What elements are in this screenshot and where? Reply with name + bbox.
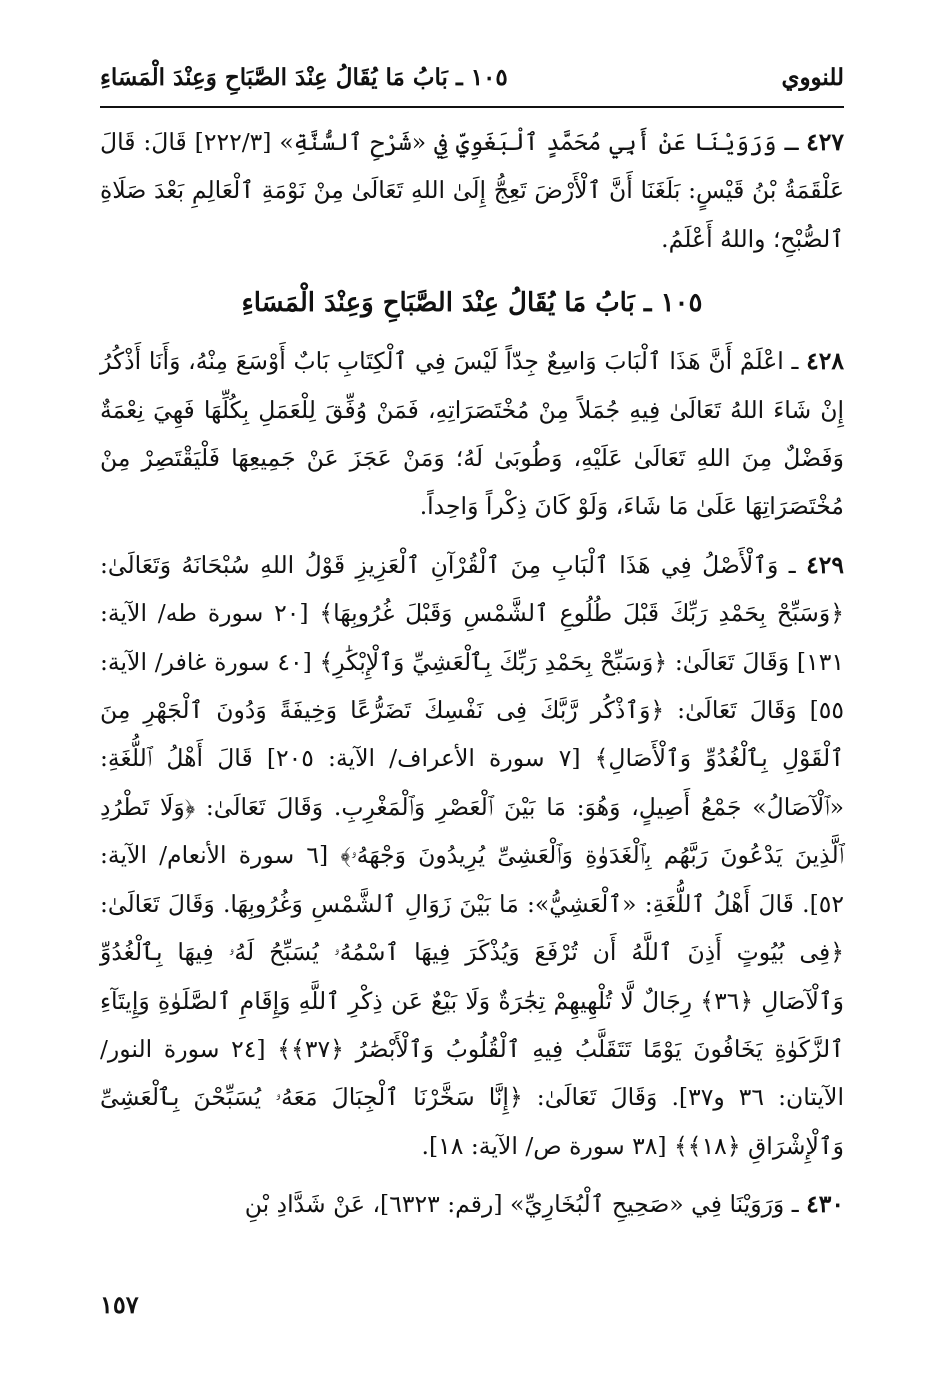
paragraph-428 <box>100 337 844 531</box>
paragraph-text: ـ وَٱلْأَصْلُ فِي هَذَا ٱلْبَابِ مِنَ ٱلْقُرْآنِ ٱلْعَزِيزِ قَوْلُ اللهِ سُبْحَانَهُ وَتَعَالَىٰ: ﴿وَسَبِّحْ بِحَمْدِ رَبِّكَ قَبْلَ طُلُوعِ ٱلشَّمْسِ وَقَبْلَ غُرُوبِهَا﴾ [٢٠ سورة طه/ الآية: ١٣١] وَقَالَ تَعَالَىٰ: ﴿وَسَبِّحْ بِحَمْدِ رَبِّكَ بِٱلْعَشِيِّ وَٱلْإِبْكَٰرِ﴾ [٤٠ سورة غافر/ الآية: ٥٥] وَقَالَ تَعَالَىٰ: ﴿وَٱذْكُر رَّبَّكَ فِى نَفْسِكَ تَضَرُّعًا وَخِيفَةً وَدُونَ ٱلْجَهْرِ مِنَ ٱلْقَوْلِ بِٱلْغُدُوِّ وَٱلْأَصَالِ﴾ [٧ سورة الأعراف/ الآية: ٢٠٥] قَالَ أَهْلُ ٱللُّغَةِ: «ٱلْآصَالُ» جَمْعُ أَصِيلٍ، وَهُوَ: مَا بَيْنَ ٱلْعَصْرِ وَٱلْمَغْرِبِ. وَقَالَ تَعَالَىٰ: ﴿وَلَا تَطْرُدِ ٱلَّذِينَ يَدْعُونَ رَبَّهُم بِٱلْغَدَوٰةِ وَٱلْعَشِىِّ يُرِيدُونَ وَجْهَهُۥ﴾ [٦ سورة الأنعام/ الآية: ٥٢]. قَالَ أَهْلُ ٱللُّغَةِ: «ٱلْعَشِيُّ»: مَا بَيْنَ زَوَالِ ٱلشَّمْسِ وَغُرُوبِهَا. وَقَالَ تَعَالَىٰ: ﴿فِى بُيُوتٍ أَذِنَ ٱللَّهُ أَن تُرْفَعَ وَيُذْكَرَ فِيهَا ٱسْمُهُۥ يُسَبِّحُ لَهُۥ فِيهَا بِٱلْغُدُوِّ وَٱلْآصَالِ ﴿٣٦﴾ رِجَالٌ لَّا تُلْهِيهِمْ تِجَٰرَةٌ وَلَا بَيْعٌ عَن ذِكْرِ ٱللَّهِ وَإِقَامِ ٱلصَّلَوٰةِ وَإِيتَآءِ ٱلزَّكَوٰةِ يَخَافُونَ يَوْمًا تَتَقَلَّبُ فِيهِ ٱلْقُلُوبُ وَٱلْأَبْصَٰرُ ﴿٣٧﴾﴾ [٢٤ سورة النور/ الآيتان: ٣٦ و٣٧]. وَقَالَ تَعَالَىٰ: ﴿إِنَّا سَخَّرْنَا ٱلْجِبَالَ مَعَهُۥ يُسَبِّحْنَ بِٱلْعَشِىِّ وَٱلْإِشْرَاقِ ﴿١٨﴾﴾ [٣٨ سورة ص/ الآية: ١٨]. <box>100 550 845 1160</box>
paragraph-text: ـ وَرَوَيْنَا عَنْ أَبِي مُحَمَّدٍ ٱلْبَغَوِيِّ فِي «شَرْحِ ٱلسُّنَّةِ» [٢٢٢/٣] قَالَ: قَالَ عَلْقَمَةُ بْنُ قَيْسٍ: بَلَغَنَا أَنَّ ٱلْأَرْضَ تَعِجُّ إِلَىٰ اللهِ تَعَالَىٰ مِنْ نَوْمَةِ ٱلْعَالِمِ بَعْدَ صَلَاةِ ٱلصُّبْحِ؛ واللهُ أَعْلَمُ. <box>100 128 844 253</box>
header-divider <box>100 106 844 108</box>
page-body <box>100 118 844 1239</box>
page-number: ١٥٧ <box>100 1290 139 1319</box>
paragraph-427 <box>100 118 844 263</box>
paragraph-number: ٤٢٨ <box>806 347 844 376</box>
paragraph-430 <box>100 1180 844 1228</box>
header-chapter-title: ١٠٥ ـ بَابُ مَا يُقَالُ عِنْدَ الصَّبَاحِ وَعِنْدَ الْمَسَاءِ <box>100 63 508 91</box>
paragraph-number: ٤٢٧ <box>806 128 844 156</box>
paragraph-text: ـ وَرَوَيْنَا فِي «صَحِيحِ ٱلْبُخَارِيِّ» [رقم: ٦٣٢٣]، عَنْ شَدَّادِ بْنِ <box>244 1190 799 1219</box>
header-author: للنووي <box>781 63 844 91</box>
section-title: ١٠٥ ـ بَابُ مَا يُقَالُ عِنْدَ الصَّبَاحِ وَعِنْدَ الْمَسَاءِ <box>241 288 703 319</box>
paragraph-number: ٤٢٩ <box>806 550 844 579</box>
paragraph-429 <box>100 541 844 1170</box>
running-header <box>100 52 844 102</box>
paragraph-text: ـ اعْلَمْ أَنَّ هَذَا ٱلْبَابَ وَاسِعٌ جِدّاً لَيْسَ فِي ٱلْكِتَابِ بَابٌ أَوْسَعَ مِنْهُ، وَأَنَا أَذْكُرُ إِنْ شَاءَ اللهُ تَعَالَىٰ فِيهِ جُمَلاً مِنْ مُخْتَصَرَاتِهِ، فَمَنْ وُفِّقَ لِلْعَمَلِ بِكُلِّهَا فَهِيَ نِعْمَةٌ وَفَضْلٌ مِنَ اللهِ تَعَالَىٰ عَلَيْهِ، وَطُوبَىٰ لَهُ؛ وَمَنْ عَجَزَ عَنْ جَمِيعِهَا فَلْيَقْتَصِرْ مِنْ مُخْتَصَرَاتِهَا عَلَىٰ مَا شَاءَ، وَلَوْ كَانَ ذِكْراً وَاحِداً. <box>100 347 844 521</box>
paragraph-number: ٤٣٠ <box>806 1190 844 1219</box>
